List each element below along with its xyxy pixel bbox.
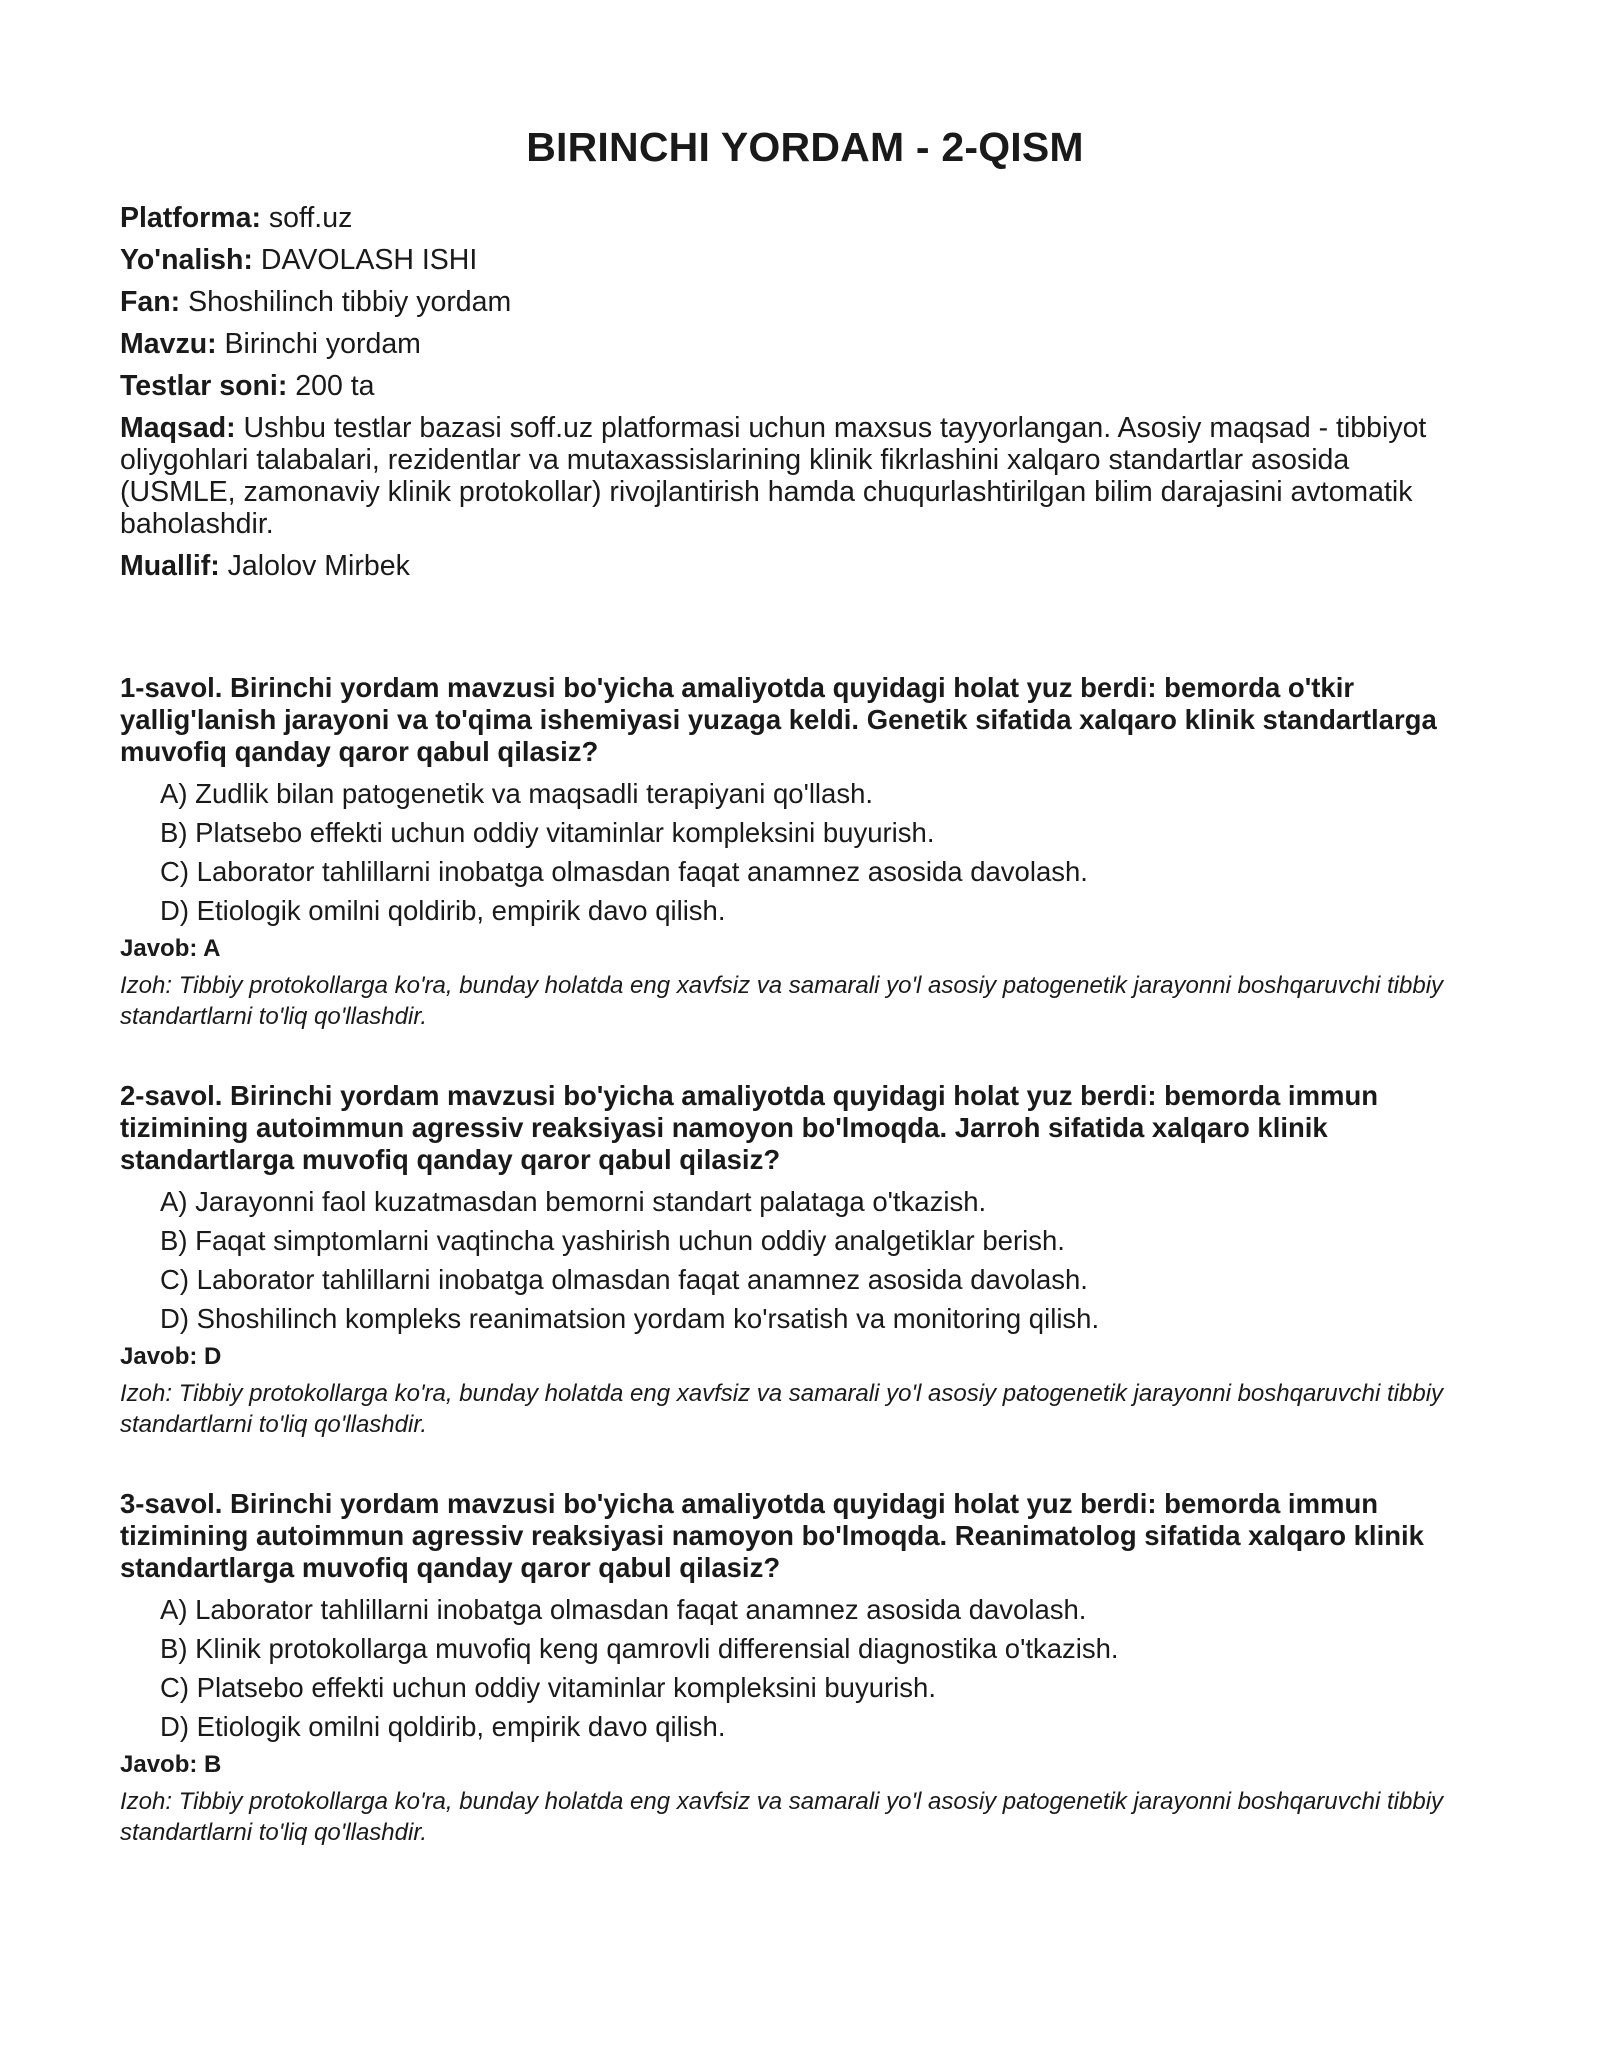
meta-platform-value: soff.uz [268,202,353,234]
answer-option-b: B) Klinik protokollarga muvofiq keng qamrovli differensial diagnostika o'tkazish. [160,1633,1119,1664]
answer-option-b: B) Platsebo effekti uchun oddiy vitaminlar kompleksini buyurish. [160,817,935,848]
document-metadata [120,202,1450,592]
question-block [120,672,1450,1032]
questions-list [120,672,1450,1896]
meta-goal [120,412,1450,540]
meta-author-label: Muallif: [120,550,220,582]
answer-option-a: A) Laborator tahlillarni inobatga olmasdan faqat anamnez asosida davolash. [160,1594,1087,1625]
answer-explanation: Izoh: Tibbiy protokollarga ko'ra, bunday holatda eng xavfsiz va samarali yo'l asosiy patogenetik jarayonni boshqaruvchi tibbiy standartlarni to'liq qo'llashdir. [120,1380,1444,1438]
answer-option-b: B) Faqat simptomlarni vaqtincha yashirish uchun oddiy analgetiklar berish. [160,1225,1065,1256]
meta-subject [120,286,1450,318]
meta-topic-label: Mavzu: [120,328,217,360]
meta-platform-label: Platforma: [120,202,261,234]
question-text: 2-savol. Birinchi yordam mavzusi bo'yicha amaliyotda quyidagi holat yuz berdi: bemorda immun tizimining autoimmun agressiv reaksiyasi namoyon bo'lmoqda. Jarroh sifatida xalqaro klinik standartlarga muvofiq qanday qaror qabul qilasiz? [120,1080,1379,1175]
meta-direction-label: Yo'nalish: [120,244,253,276]
answer-options [120,1594,1450,1743]
meta-direction-value: DAVOLASH ISHI [260,244,478,276]
question-text: 1-savol. Birinchi yordam mavzusi bo'yicha amaliyotda quyidagi holat yuz berdi: bemorda o'tkir yallig'lanish jarayoni va to'qima ishemiyasi yuzaga keldi. Genetik sifatida xalqaro klinik standartlarga muvofiq qanday qaror qabul qilasiz? [120,672,1437,767]
answer-explanation: Izoh: Tibbiy protokollarga ko'ra, bunday holatda eng xavfsiz va samarali yo'l asosiy patogenetik jarayonni boshqaruvchi tibbiy standartlarni to'liq qo'llashdir. [120,972,1444,1030]
meta-test-count-label: Testlar soni: [120,370,288,402]
answer-option-d: D) Etiologik omilni qoldirib, empirik davo qilish. [160,895,726,926]
meta-author-value: Jalolov Mirbek [227,550,410,582]
document-title: BIRINCHI YORDAM - 2-QISM [526,124,1084,170]
meta-subject-value: Shoshilinch tibbiy yordam [188,286,512,318]
answer-option-d: D) Etiologik omilni qoldirib, empirik davo qilish. [160,1711,726,1742]
correct-answer: Javob: D [120,1343,222,1370]
answer-option-a: A) Zudlik bilan patogenetik va maqsadli terapiyani qo'llash. [160,778,874,809]
meta-subject-label: Fan: [120,286,181,318]
question-block [120,1080,1450,1440]
answer-options [120,1186,1450,1335]
meta-test-count-value: 200 ta [295,370,375,402]
meta-direction [120,244,1450,276]
correct-answer: Javob: A [120,935,221,962]
correct-answer: Javob: B [120,1751,222,1778]
meta-goal-value: Ushbu testlar bazasi soff.uz platformasi uchun maxsus tayyorlangan. Asosiy maqsad - tibbiyot oliygohlari talabalari, rezidentlar va mutaxassislarining klinik fikrlashini xalqaro standartlar asosida (USMLE, zamonaviy klinik protokollar) rivojlantirish hamda chuqurlashtirilgan bilim darajasini avtomatik baholashdir. [120,412,1427,540]
meta-platform [120,202,1450,234]
answer-explanation: Izoh: Tibbiy protokollarga ko'ra, bunday holatda eng xavfsiz va samarali yo'l asosiy patogenetik jarayonni boshqaruvchi tibbiy standartlarni to'liq qo'llashdir. [120,1788,1444,1846]
answer-option-c: C) Laborator tahlillarni inobatga olmasdan faqat anamnez asosida davolash. [160,856,1088,887]
question-text: 3-savol. Birinchi yordam mavzusi bo'yicha amaliyotda quyidagi holat yuz berdi: bemorda immun tizimining autoimmun agressiv reaksiyasi namoyon bo'lmoqda. Reanimatolog sifatida xalqaro klinik standartlarga muvofiq qanday qaror qabul qilasiz? [120,1488,1424,1583]
answer-options [120,778,1450,927]
meta-test-count [120,370,1450,402]
question-block [120,1488,1450,1848]
answer-option-c: C) Laborator tahlillarni inobatga olmasdan faqat anamnez asosida davolash. [160,1264,1088,1295]
answer-option-c: C) Platsebo effekti uchun oddiy vitaminlar kompleksini buyurish. [160,1672,936,1703]
meta-goal-label: Maqsad: [120,412,236,444]
meta-topic-value: Birinchi yordam [224,328,421,360]
meta-author [120,550,1450,582]
answer-option-a: A) Jarayonni faol kuzatmasdan bemorni standart palataga o'tkazish. [160,1186,987,1217]
meta-topic [120,328,1450,360]
answer-option-d: D) Shoshilinch kompleks reanimatsion yordam ko'rsatish va monitoring qilish. [160,1303,1100,1334]
